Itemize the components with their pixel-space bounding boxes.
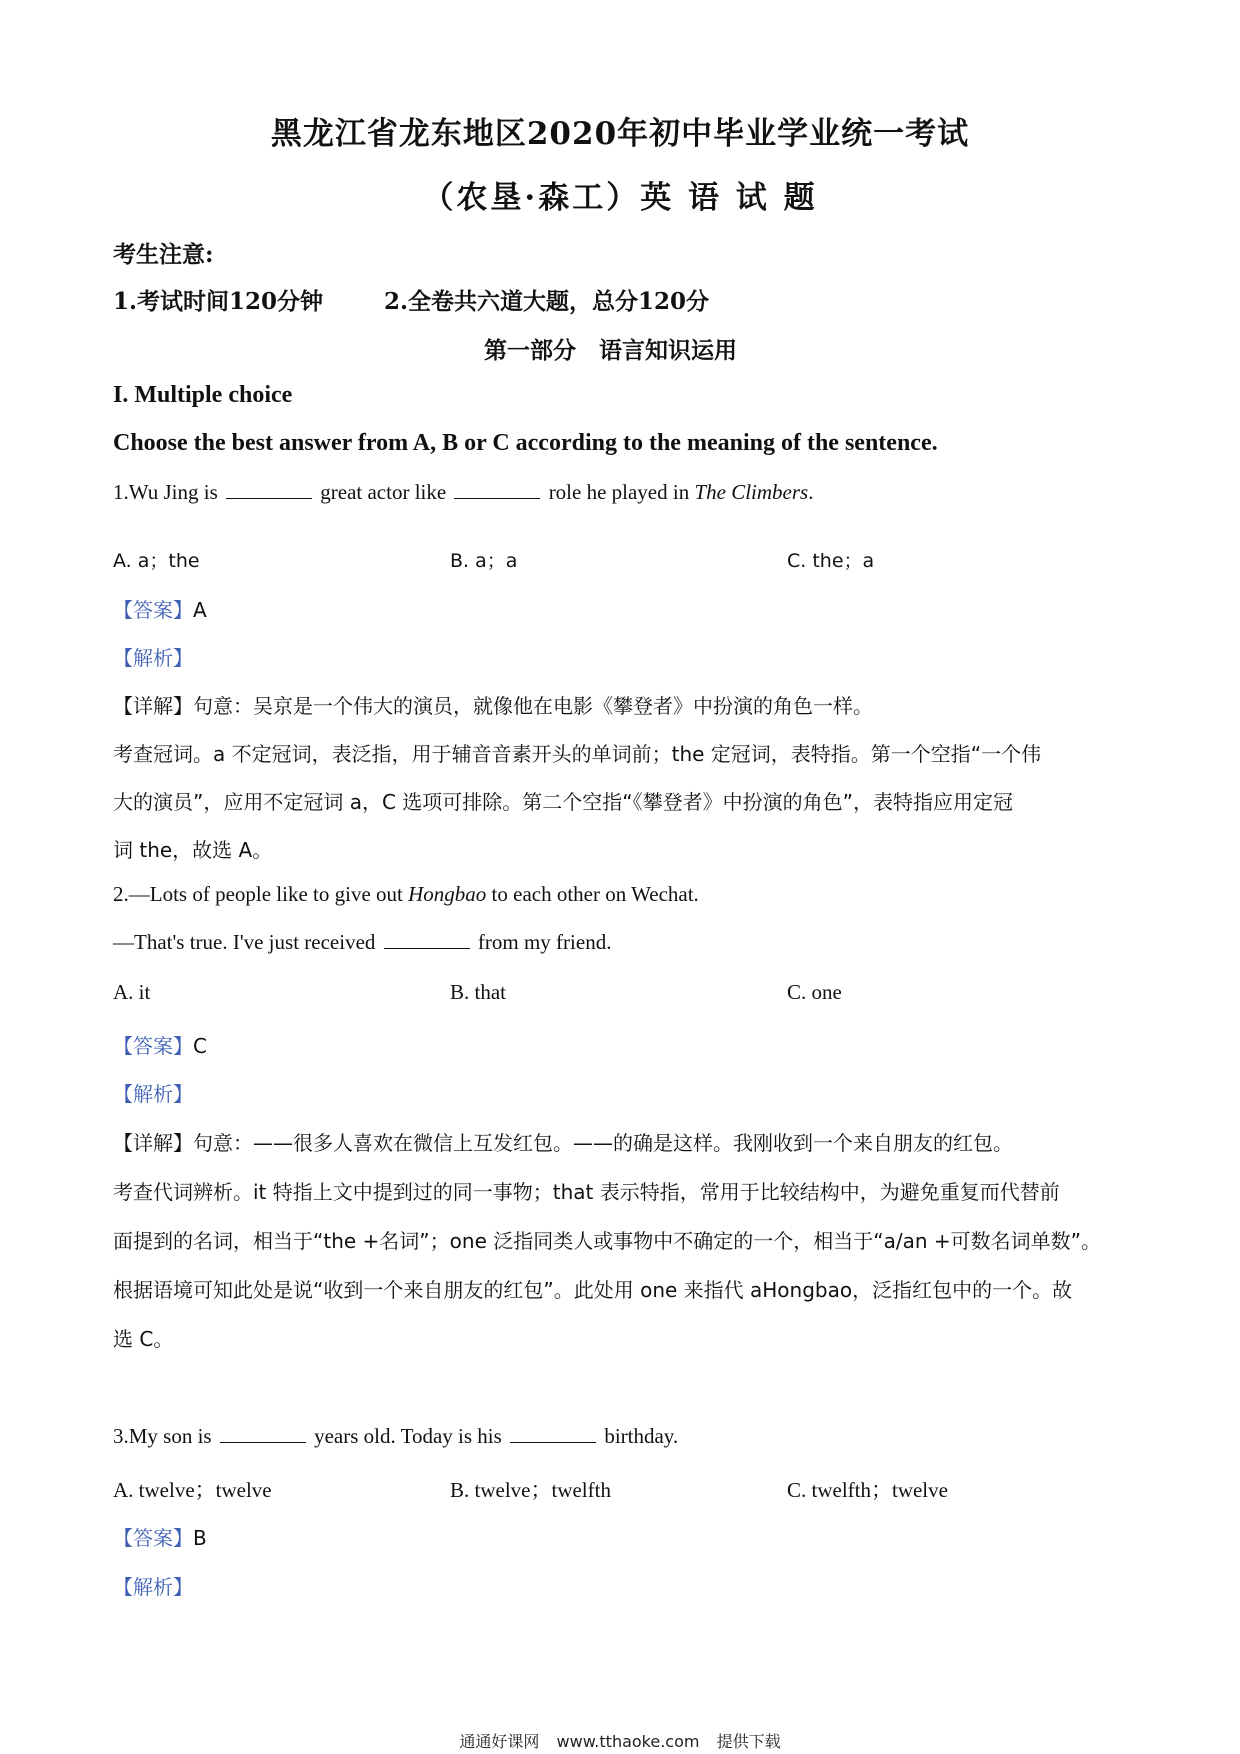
answer-value: A xyxy=(193,598,207,622)
question-1-answer xyxy=(113,594,207,623)
detail-label: 【详解】 xyxy=(113,694,193,718)
section-instruction: Choose the best answer from A, B or C according to the meaning of the sentence. xyxy=(113,430,938,456)
question-2-option-c: C. one xyxy=(787,980,842,1004)
answer-blank xyxy=(510,1424,596,1443)
detail-text: 句意：——很多人喜欢在微信上互发红包。——的确是这样。我刚收到一个来自朋友的红包。 xyxy=(193,1131,1013,1155)
question-3-prefix: 3.My son is xyxy=(113,1424,212,1448)
question-2-option-b: B. that xyxy=(450,980,506,1004)
question-1-prefix: 1.Wu Jing is xyxy=(113,480,218,504)
footer-url-link[interactable]: www.tthaoke.com xyxy=(556,1732,700,1751)
question-2-hongbao: Hongbao xyxy=(408,882,487,906)
answer-label: 【答案】 xyxy=(113,1526,193,1550)
question-3-answer xyxy=(113,1522,207,1551)
question-2-line-2-prefix: —That's true. I've just received xyxy=(113,930,376,954)
question-2-line-1 xyxy=(113,882,699,907)
detail-label: 【详解】 xyxy=(113,1131,193,1155)
question-1 xyxy=(113,480,813,505)
question-1-detail-2: 考查冠词。a 不定冠词，表泛指，用于辅音音素开头的单词前；the 定冠词，表特指。第一个空指“一个伟 xyxy=(113,742,1042,766)
question-1-option-a: A. a；the xyxy=(113,550,200,572)
question-1-end: . xyxy=(808,480,814,504)
page-footer xyxy=(0,1729,1240,1752)
question-1-option-c: C. the；a xyxy=(787,550,875,572)
footer-download: 提供下载 xyxy=(716,1732,781,1751)
question-1-detail-3: 大的演员”，应用不定冠词 a，C 选项可排除。第二个空指“《攀登者》中扮演的角色”，表特指应用定冠 xyxy=(113,790,1014,814)
question-1-movie-title: The Climbers xyxy=(694,480,809,504)
notice-item-total: 2.全卷共六道大题，总分120分 xyxy=(384,288,710,315)
answer-value: B xyxy=(193,1526,207,1550)
question-3-option-c: C. twelfth；twelve xyxy=(787,1478,948,1502)
question-2-detail-2: 考查代词辨析。it 特指上文中提到过的同一事物；that 表示特指，常用于比较结构中，为避免重复而代替前 xyxy=(113,1180,1060,1204)
question-2-detail-3: 面提到的名词，相当于“the +名词”；one 泛指同类人或事物中不确定的一个，相当于“a/an +可数名词单数”。 xyxy=(113,1229,1101,1253)
question-2-detail-4: 根据语境可知此处是说“收到一个来自朋友的红包”。此处用 one 来指代 aHongbao，泛指红包中的一个。故 xyxy=(113,1278,1073,1302)
answer-label: 【答案】 xyxy=(113,598,193,622)
question-3-option-b: B. twelve；twelfth xyxy=(450,1478,611,1502)
answer-blank xyxy=(384,930,470,949)
answer-blank xyxy=(226,480,312,499)
question-2-answer xyxy=(113,1030,207,1059)
answer-blank xyxy=(454,480,540,499)
question-2-detail-5: 选 C。 xyxy=(113,1327,174,1351)
detail-text: 句意：吴京是一个伟大的演员，就像他在电影《攀登者》中扮演的角色一样。 xyxy=(193,694,873,718)
question-3-suffix: birthday. xyxy=(604,1424,679,1448)
question-1-suffix: role he played in xyxy=(548,480,690,504)
answer-value: C xyxy=(193,1034,207,1058)
question-1-analysis-label: 【解析】 xyxy=(113,646,193,670)
question-2-detail-1 xyxy=(113,1127,1013,1156)
question-2-analysis-label: 【解析】 xyxy=(113,1082,193,1106)
question-1-detail-4: 词 the，故选 A。 xyxy=(113,838,273,862)
question-2-line-1-prefix: 2.—Lots of people like to give out xyxy=(113,882,403,906)
footer-site-name: 通通好课网 xyxy=(459,1732,540,1751)
notice-item-time: 1.考试时间120分钟 xyxy=(113,288,324,315)
notice-heading: 考生注意: xyxy=(113,241,214,268)
question-1-detail-1 xyxy=(113,690,873,719)
question-1-mid: great actor like xyxy=(320,480,447,504)
question-3-mid: years old. Today is his xyxy=(314,1424,502,1448)
exam-title-line1: 黑龙江省龙东地区2020年初中毕业学业统一考试 xyxy=(270,116,970,152)
question-3-option-a: A. twelve；twelve xyxy=(113,1478,272,1502)
exam-title-line2: （农垦·森工）英 语 试 题 xyxy=(422,180,818,216)
question-2-option-a: A. it xyxy=(113,980,151,1004)
answer-blank xyxy=(220,1424,306,1443)
answer-label: 【答案】 xyxy=(113,1034,193,1058)
question-2-line-2-suffix: from my friend. xyxy=(477,930,612,954)
question-2-line-1-suffix: to each other on Wechat. xyxy=(491,882,699,906)
question-2-line-2 xyxy=(113,930,611,955)
question-3-analysis-label: 【解析】 xyxy=(113,1575,193,1599)
section-title: I. Multiple choice xyxy=(113,382,293,408)
part-title: 第一部分 语言知识运用 xyxy=(484,337,737,364)
question-1-option-b: B. a；a xyxy=(450,550,518,572)
question-3 xyxy=(113,1424,678,1449)
